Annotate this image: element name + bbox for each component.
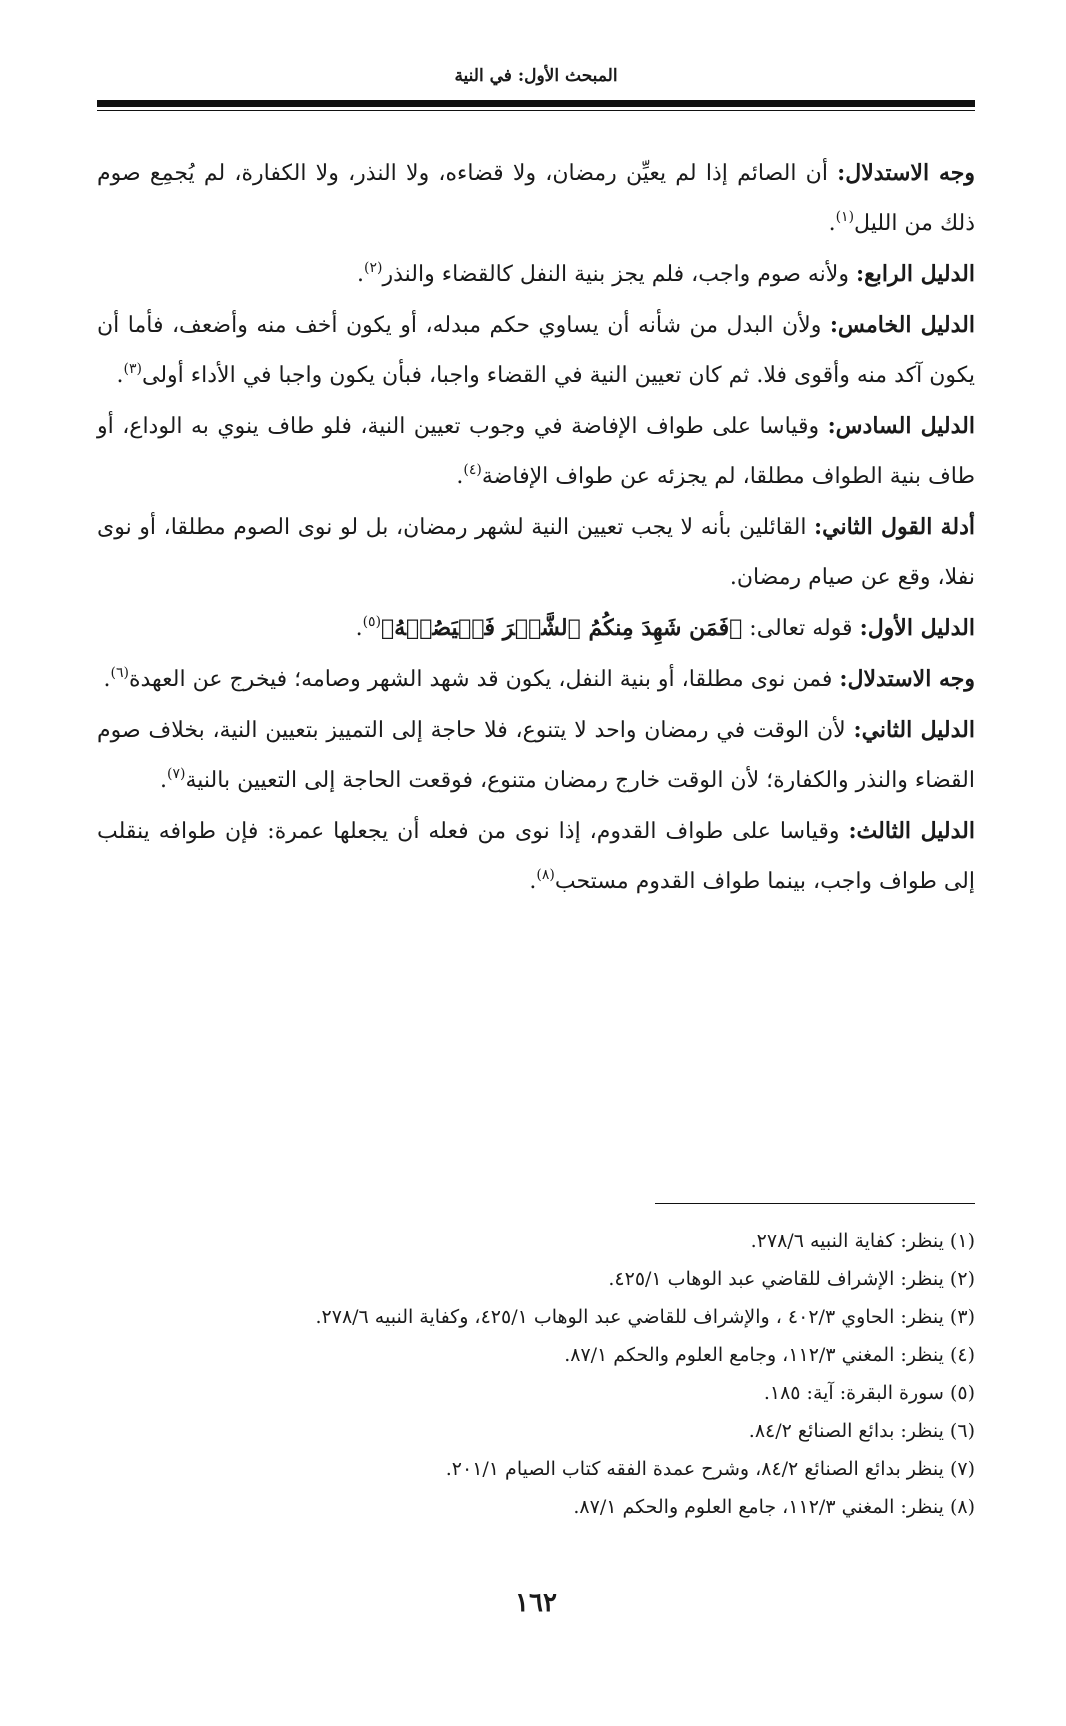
paragraph-label: الدليل الخامس: bbox=[829, 312, 976, 338]
running-header: المبحث الأول: في النية bbox=[454, 66, 618, 86]
footnote-7: (٧) ينظر بدائع الصنائع ٨٤/٢، وشرح عمدة الفقه كتاب الصيام ٢٠١/١. bbox=[445, 1458, 975, 1480]
footnote-4: (٤) ينظر: المغني ١١٢/٣، وجامع العلوم والحكم ٨٧/١. bbox=[564, 1344, 975, 1366]
paragraph-label: الدليل السادس: bbox=[827, 413, 975, 439]
paragraph-end: . bbox=[357, 262, 365, 287]
paragraph-second-opinion bbox=[97, 502, 975, 603]
paragraph-label: الدليل الثالث: bbox=[848, 818, 976, 844]
paragraph-text: أن الصائم إذا لم يعيِّن رمضان، ولا قضاءه، ولا النذر، ولا الكفارة، لم يُجمِع صوم ذلك من الليل bbox=[97, 161, 975, 236]
paragraph-istidlal-2 bbox=[97, 654, 975, 705]
paragraph-text: فمن نوى مطلقا، أو بنية النفل، يكون قد شهد الشهر وصامه؛ فيخرج عن العهدة bbox=[128, 667, 840, 692]
footnote-ref: (٥) bbox=[362, 614, 382, 630]
paragraph-text: لأن الوقت في رمضان واحد لا يتنوع، فلا حاجة إلى التمييز بتعيين النية، بخلاف صوم القضاء والنذر والكفارة؛ لأن الوقت خارج رمضان متنوع، فوقعت الحاجة إلى التعيين بالنية bbox=[97, 718, 975, 793]
header-rule-thick bbox=[97, 100, 975, 107]
paragraph-evidence-3 bbox=[97, 806, 975, 907]
footnote-ref: (٨) bbox=[536, 867, 555, 883]
footnote-ref: (٤) bbox=[463, 462, 482, 478]
paragraph-end: . bbox=[116, 363, 124, 388]
paragraph-label: الدليل الثاني: bbox=[853, 717, 976, 743]
paragraph-text: ولأنه صوم واجب، فلم يجز بنية النفل كالقضاء والنذر bbox=[382, 262, 856, 287]
paragraph-evidence-2 bbox=[97, 705, 975, 806]
paragraph-label: أدلة القول الثاني: bbox=[814, 514, 975, 540]
footnote-1: (١) ينظر: كفاية النبيه ٢٧٨/٦. bbox=[750, 1230, 975, 1252]
main-text bbox=[97, 148, 975, 907]
footnote-separator bbox=[655, 1203, 975, 1204]
paragraph-text: ولأن البدل من شأنه أن يساوي حكم مبدله، أو يكون أخف منه وأضعف، فأما أن يكون آكد منه وأقوى فلا. ثم كان تعيين النية في القضاء واجبا، فبأن يكون واجبا في الأداء أولى bbox=[97, 313, 975, 388]
paragraph-end: . bbox=[529, 869, 537, 894]
paragraph-evidence-6 bbox=[97, 401, 975, 502]
paragraph-istidlal-1 bbox=[97, 148, 975, 249]
footnote-3: (٣) ينظر: الحاوي ٤٠٢/٣ ، والإشراف للقاضي عبد الوهاب ٤٢٥/١، وكفاية النبيه ٢٧٨/٦. bbox=[315, 1306, 975, 1328]
footnote-ref: (٧) bbox=[167, 766, 186, 782]
paragraph-text: وقياسا على طواف القدوم، إذا نوى من فعله أن يجعلها عمرة: فإن طوافه ينقلب إلى طواف واجب، بينما طواف القدوم مستحب bbox=[97, 819, 975, 894]
paragraph-evidence-4 bbox=[97, 249, 975, 300]
paragraph-evidence-5 bbox=[97, 300, 975, 401]
footnote-8: (٨) ينظر: المغني ١١٢/٣، جامع العلوم والحكم ٨٧/١. bbox=[573, 1496, 975, 1518]
paragraph-end: . bbox=[103, 667, 111, 692]
paragraph-text: قوله تعالى: bbox=[742, 616, 860, 641]
footnote-ref: (٣) bbox=[123, 361, 143, 377]
header-rule-thin bbox=[97, 110, 975, 111]
paragraph-label: وجه الاستدلال: bbox=[839, 666, 975, 692]
footnote-6: (٦) ينظر: بدائع الصنائع ٨٤/٢. bbox=[748, 1420, 975, 1442]
paragraph-text: القائلين بأنه لا يجب تعيين النية لشهر رمضان، بل لو نوى الصوم مطلقا، أو نوى نفلا، وقع عن صيام رمضان. bbox=[97, 515, 975, 590]
quran-verse: ﴿فَمَن شَهِدَ مِنكُمُ ٱلشَّهۡرَ فَلۡيَصُمۡهُ﴾ bbox=[381, 615, 743, 641]
footnote-ref: (٦) bbox=[110, 665, 129, 681]
paragraph-evidence-1 bbox=[97, 603, 975, 654]
footnote-2: (٢) ينظر: الإشراف للقاضي عبد الوهاب ٤٢٥/١. bbox=[608, 1268, 975, 1290]
paragraph-label: الدليل الأول: bbox=[859, 615, 975, 641]
footnotes bbox=[97, 1222, 975, 1526]
paragraph-end: . bbox=[828, 211, 836, 236]
footnote-ref: (٢) bbox=[364, 260, 383, 276]
footnote-ref: (١) bbox=[835, 209, 855, 225]
paragraph-end: . bbox=[160, 768, 168, 793]
footnote-5: (٥) سورة البقرة: آية: ١٨٥. bbox=[763, 1382, 975, 1404]
paragraph-label: الدليل الرابع: bbox=[855, 261, 975, 287]
paragraph-text: وقياسا على طواف الإفاضة في وجوب تعيين النية، فلو طاف ينوي به الوداع، أو طاف بنية الطواف مطلقا، لم يجزئه عن طواف الإفاضة bbox=[97, 414, 975, 489]
paragraph-end: . bbox=[456, 464, 464, 489]
page-number: ١٦٢ bbox=[515, 1588, 557, 1618]
paragraph-end: . bbox=[355, 616, 363, 641]
paragraph-label: وجه الاستدلال: bbox=[837, 160, 975, 186]
